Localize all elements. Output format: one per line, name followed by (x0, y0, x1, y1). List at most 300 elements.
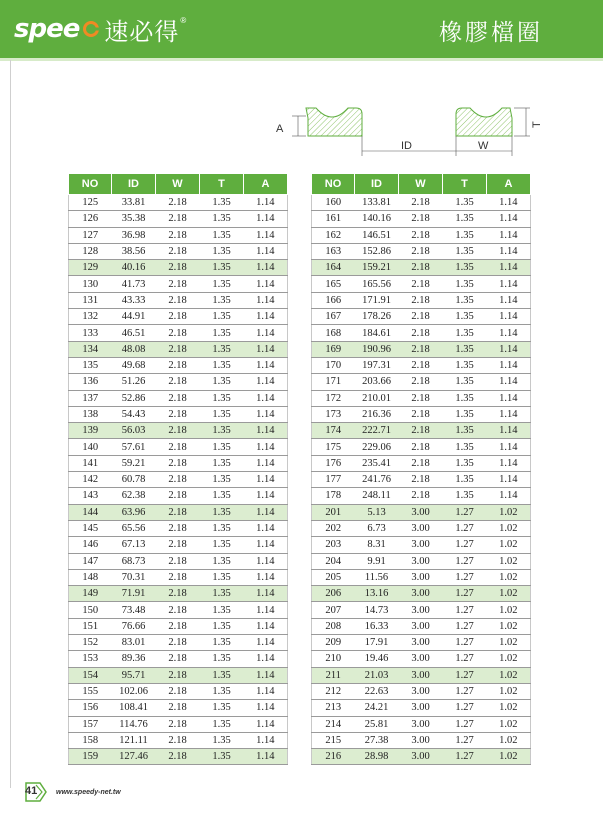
cell-w: 3.00 (399, 520, 443, 536)
cell-w: 2.18 (399, 374, 443, 390)
cell-t: 1.27 (443, 586, 487, 602)
cell-id: 159.21 (355, 260, 399, 276)
cell-t: 1.27 (443, 635, 487, 651)
cell-no: 165 (312, 276, 355, 292)
cell-w: 3.00 (399, 569, 443, 585)
table-row (69, 635, 288, 651)
cell-t: 1.27 (443, 716, 487, 732)
cell-id: 27.38 (355, 732, 399, 748)
table-header-row (312, 174, 531, 195)
cell-w: 3.00 (399, 683, 443, 699)
cell-w: 2.18 (156, 749, 200, 765)
cell-no: 166 (312, 292, 355, 308)
spec-table-right (311, 173, 531, 765)
cell-id: 21.03 (355, 667, 399, 683)
cell-w: 2.18 (156, 586, 200, 602)
cell-id: 43.33 (112, 292, 156, 308)
cell-no: 154 (69, 667, 112, 683)
cell-t: 1.35 (200, 309, 244, 325)
cell-no: 133 (69, 325, 112, 341)
spec-table-left (68, 173, 288, 765)
cell-id: 16.33 (355, 618, 399, 634)
table-row (69, 374, 288, 390)
cell-t: 1.35 (443, 195, 487, 211)
table-row (69, 309, 288, 325)
cell-no: 203 (312, 537, 355, 553)
cell-a: 1.02 (487, 667, 531, 683)
table-row (312, 227, 531, 243)
cell-a: 1.14 (487, 292, 531, 308)
cell-t: 1.35 (443, 341, 487, 357)
cell-a: 1.14 (244, 390, 288, 406)
cell-id: 73.48 (112, 602, 156, 618)
cell-id: 14.73 (355, 602, 399, 618)
cell-t: 1.35 (443, 390, 487, 406)
cell-id: 48.08 (112, 341, 156, 357)
cell-a: 1.02 (487, 537, 531, 553)
cell-no: 126 (69, 211, 112, 227)
cell-a: 1.14 (487, 276, 531, 292)
brand-ring-icon (82, 20, 100, 38)
cell-w: 2.18 (156, 488, 200, 504)
cell-id: 76.66 (112, 618, 156, 634)
cell-no: 211 (312, 667, 355, 683)
cell-w: 2.18 (399, 227, 443, 243)
cell-w: 2.18 (156, 472, 200, 488)
cell-w: 2.18 (156, 374, 200, 390)
cell-a: 1.14 (487, 423, 531, 439)
cell-id: 9.91 (355, 553, 399, 569)
table-row (312, 406, 531, 422)
cell-id: 229.06 (355, 439, 399, 455)
cell-w: 2.18 (399, 439, 443, 455)
cell-id: 146.51 (355, 227, 399, 243)
table-row (312, 537, 531, 553)
table-row (69, 195, 288, 211)
cell-t: 1.35 (200, 357, 244, 373)
table-row (312, 211, 531, 227)
page-footer (22, 778, 121, 806)
cell-w: 3.00 (399, 553, 443, 569)
footer-website-url[interactable]: www.speedy-net.tw (56, 788, 121, 796)
cell-no: 150 (69, 602, 112, 618)
cell-t: 1.35 (200, 243, 244, 259)
page-title: 橡膠檔圈 (439, 20, 543, 46)
cell-a: 1.14 (487, 406, 531, 422)
cell-w: 2.18 (399, 423, 443, 439)
right-profile-shape (456, 108, 512, 136)
cell-t: 1.35 (443, 309, 487, 325)
cell-w: 2.18 (399, 309, 443, 325)
cell-no: 128 (69, 243, 112, 259)
cell-a: 1.14 (244, 472, 288, 488)
cell-no: 145 (69, 520, 112, 536)
cell-t: 1.35 (443, 374, 487, 390)
cell-no: 127 (69, 227, 112, 243)
cell-a: 1.14 (244, 667, 288, 683)
page-number-badge (22, 779, 48, 805)
cell-no: 175 (312, 439, 355, 455)
cell-id: 114.76 (112, 716, 156, 732)
page-header (0, 0, 603, 58)
cell-t: 1.35 (200, 732, 244, 748)
cell-w: 3.00 (399, 618, 443, 634)
cell-w: 2.18 (399, 260, 443, 276)
cell-id: 13.16 (355, 586, 399, 602)
cell-w: 2.18 (399, 276, 443, 292)
cell-t: 1.35 (200, 325, 244, 341)
cell-w: 2.18 (156, 569, 200, 585)
cell-t: 1.35 (443, 325, 487, 341)
cell-a: 1.14 (244, 716, 288, 732)
cell-id: 83.01 (112, 635, 156, 651)
cell-t: 1.35 (200, 374, 244, 390)
cell-w: 2.18 (156, 390, 200, 406)
cell-t: 1.35 (200, 406, 244, 422)
cell-no: 209 (312, 635, 355, 651)
cell-a: 1.14 (244, 635, 288, 651)
cell-t: 1.35 (200, 569, 244, 585)
cell-id: 248.11 (355, 488, 399, 504)
cell-w: 3.00 (399, 537, 443, 553)
cell-t: 1.35 (200, 667, 244, 683)
table-header-row (69, 174, 288, 195)
cell-id: 41.73 (112, 276, 156, 292)
table-row (69, 243, 288, 259)
cell-id: 6.73 (355, 520, 399, 536)
cell-id: 46.51 (112, 325, 156, 341)
cell-no: 153 (69, 651, 112, 667)
cell-a: 1.14 (487, 374, 531, 390)
cell-a: 1.14 (244, 325, 288, 341)
header-w: W (156, 174, 200, 195)
cell-t: 1.35 (443, 227, 487, 243)
cell-w: 2.18 (156, 700, 200, 716)
cell-t: 1.35 (200, 602, 244, 618)
cell-no: 169 (312, 341, 355, 357)
table-row (312, 504, 531, 520)
cell-w: 2.18 (156, 439, 200, 455)
table-row (69, 406, 288, 422)
table-row (69, 260, 288, 276)
cell-no: 213 (312, 700, 355, 716)
table-row (312, 472, 531, 488)
cell-a: 1.14 (487, 227, 531, 243)
cell-id: 241.76 (355, 472, 399, 488)
cell-w: 3.00 (399, 651, 443, 667)
cell-no: 146 (69, 537, 112, 553)
cell-id: 235.41 (355, 455, 399, 471)
cell-a: 1.14 (244, 341, 288, 357)
cell-a: 1.14 (487, 341, 531, 357)
table-row (69, 292, 288, 308)
cell-a: 1.14 (487, 309, 531, 325)
cell-t: 1.35 (200, 749, 244, 765)
table-row (69, 341, 288, 357)
cell-a: 1.14 (244, 260, 288, 276)
cell-a: 1.02 (487, 569, 531, 585)
cell-id: 36.98 (112, 227, 156, 243)
table-row (312, 439, 531, 455)
cell-a: 1.14 (244, 537, 288, 553)
cell-a: 1.14 (244, 749, 288, 765)
table-row (312, 276, 531, 292)
cell-no: 176 (312, 455, 355, 471)
cell-w: 2.18 (156, 602, 200, 618)
cell-id: 8.31 (355, 537, 399, 553)
cell-w: 2.18 (156, 309, 200, 325)
table-row (312, 651, 531, 667)
cell-id: 11.56 (355, 569, 399, 585)
cell-no: 157 (69, 716, 112, 732)
cell-w: 2.18 (399, 406, 443, 422)
dim-label-t: T (531, 121, 543, 128)
cell-t: 1.27 (443, 651, 487, 667)
cell-w: 3.00 (399, 635, 443, 651)
cell-no: 130 (69, 276, 112, 292)
table-row (312, 749, 531, 765)
cell-no: 206 (312, 586, 355, 602)
header-a: A (244, 174, 288, 195)
cell-id: 24.21 (355, 700, 399, 716)
table-row (312, 243, 531, 259)
cell-no: 143 (69, 488, 112, 504)
cell-no: 174 (312, 423, 355, 439)
cell-a: 1.14 (244, 243, 288, 259)
cell-t: 1.35 (200, 651, 244, 667)
cell-no: 202 (312, 520, 355, 536)
cell-no: 148 (69, 569, 112, 585)
table-row (69, 472, 288, 488)
table-row (69, 602, 288, 618)
table-row (69, 569, 288, 585)
left-profile-shape (306, 108, 362, 136)
cell-no: 178 (312, 488, 355, 504)
cell-a: 1.14 (244, 618, 288, 634)
cell-t: 1.35 (200, 292, 244, 308)
cell-a: 1.14 (244, 520, 288, 536)
cell-t: 1.27 (443, 504, 487, 520)
table-row (69, 683, 288, 699)
cell-no: 208 (312, 618, 355, 634)
cell-w: 3.00 (399, 504, 443, 520)
cell-w: 2.18 (156, 732, 200, 748)
cell-w: 2.18 (399, 325, 443, 341)
cell-no: 131 (69, 292, 112, 308)
cell-a: 1.02 (487, 553, 531, 569)
cell-no: 207 (312, 602, 355, 618)
cell-id: 165.56 (355, 276, 399, 292)
cell-a: 1.14 (244, 211, 288, 227)
cell-t: 1.27 (443, 749, 487, 765)
cell-a: 1.14 (487, 211, 531, 227)
cell-id: 56.03 (112, 423, 156, 439)
cell-a: 1.14 (244, 309, 288, 325)
cell-t: 1.27 (443, 553, 487, 569)
cell-a: 1.14 (244, 455, 288, 471)
header-a: A (487, 174, 531, 195)
cell-id: 5.13 (355, 504, 399, 520)
cell-t: 1.35 (200, 635, 244, 651)
cell-t: 1.27 (443, 537, 487, 553)
cell-no: 139 (69, 423, 112, 439)
table-body-right (312, 195, 531, 765)
table-row (69, 732, 288, 748)
cell-a: 1.14 (244, 732, 288, 748)
cell-id: 25.81 (355, 716, 399, 732)
cell-no: 160 (312, 195, 355, 211)
cell-t: 1.35 (443, 211, 487, 227)
cell-w: 2.18 (156, 504, 200, 520)
cell-w: 2.18 (399, 292, 443, 308)
cell-w: 3.00 (399, 716, 443, 732)
cell-a: 1.14 (487, 390, 531, 406)
cell-t: 1.35 (200, 472, 244, 488)
cell-w: 2.18 (156, 520, 200, 536)
cell-no: 161 (312, 211, 355, 227)
cell-w: 3.00 (399, 700, 443, 716)
table-row (312, 260, 531, 276)
table-row (312, 423, 531, 439)
cell-no: 216 (312, 749, 355, 765)
cell-w: 2.18 (399, 488, 443, 504)
header-w: W (399, 174, 443, 195)
cell-id: 65.56 (112, 520, 156, 536)
cell-id: 40.16 (112, 260, 156, 276)
cell-id: 57.61 (112, 439, 156, 455)
dim-label-a: A (276, 123, 284, 135)
table-row (69, 520, 288, 536)
cell-no: 144 (69, 504, 112, 520)
cell-a: 1.02 (487, 651, 531, 667)
cell-id: 133.81 (355, 195, 399, 211)
table-row (312, 683, 531, 699)
table-row (312, 325, 531, 341)
cell-id: 70.31 (112, 569, 156, 585)
cell-id: 67.13 (112, 537, 156, 553)
cell-a: 1.14 (487, 455, 531, 471)
cell-w: 2.18 (156, 211, 200, 227)
cell-a: 1.14 (244, 439, 288, 455)
cell-id: 222.71 (355, 423, 399, 439)
table-row (69, 667, 288, 683)
cell-a: 1.02 (487, 504, 531, 520)
cell-a: 1.14 (487, 325, 531, 341)
table-row (69, 325, 288, 341)
cell-a: 1.14 (244, 553, 288, 569)
table-row (69, 504, 288, 520)
cell-a: 1.02 (487, 683, 531, 699)
table-row (69, 749, 288, 765)
cell-t: 1.35 (443, 260, 487, 276)
cell-a: 1.14 (244, 504, 288, 520)
table-row (312, 309, 531, 325)
cell-id: 60.78 (112, 472, 156, 488)
table-row (69, 618, 288, 634)
cell-id: 35.38 (112, 211, 156, 227)
cell-w: 2.18 (156, 357, 200, 373)
cell-no: 156 (69, 700, 112, 716)
table-row (312, 732, 531, 748)
cell-w: 2.18 (399, 211, 443, 227)
table-row (312, 635, 531, 651)
cell-w: 2.18 (156, 243, 200, 259)
cell-w: 2.18 (399, 243, 443, 259)
cell-id: 197.31 (355, 357, 399, 373)
cell-id: 59.21 (112, 455, 156, 471)
cell-a: 1.14 (244, 488, 288, 504)
cell-a: 1.02 (487, 586, 531, 602)
header-t: T (443, 174, 487, 195)
cell-id: 28.98 (355, 749, 399, 765)
table-body-left (69, 195, 288, 765)
cell-a: 1.14 (244, 406, 288, 422)
cell-t: 1.35 (200, 586, 244, 602)
cell-t: 1.35 (443, 243, 487, 259)
table-row (312, 390, 531, 406)
cell-t: 1.35 (200, 195, 244, 211)
cell-no: 159 (69, 749, 112, 765)
cell-t: 1.35 (443, 292, 487, 308)
table-row (69, 276, 288, 292)
cell-w: 2.18 (156, 651, 200, 667)
cell-w: 3.00 (399, 667, 443, 683)
table-row (69, 390, 288, 406)
cell-no: 167 (312, 309, 355, 325)
cell-t: 1.35 (200, 683, 244, 699)
cell-no: 125 (69, 195, 112, 211)
cell-a: 1.14 (244, 423, 288, 439)
cell-w: 3.00 (399, 732, 443, 748)
cell-a: 1.14 (487, 260, 531, 276)
cell-w: 2.18 (156, 341, 200, 357)
cell-no: 142 (69, 472, 112, 488)
cell-no: 210 (312, 651, 355, 667)
table-row (312, 374, 531, 390)
cell-no: 147 (69, 553, 112, 569)
cell-no: 204 (312, 553, 355, 569)
page-number: 41 (25, 785, 38, 797)
header-id: ID (112, 174, 156, 195)
cell-a: 1.14 (487, 472, 531, 488)
cell-no: 172 (312, 390, 355, 406)
table-row (312, 455, 531, 471)
cell-w: 2.18 (156, 406, 200, 422)
cell-w: 3.00 (399, 586, 443, 602)
table-row (69, 651, 288, 667)
cell-no: 138 (69, 406, 112, 422)
cell-t: 1.35 (200, 716, 244, 732)
dim-label-w: W (478, 140, 489, 152)
cell-no: 162 (312, 227, 355, 243)
cell-a: 1.14 (244, 602, 288, 618)
cell-a: 1.14 (244, 569, 288, 585)
cell-t: 1.35 (200, 423, 244, 439)
cell-id: 203.66 (355, 374, 399, 390)
cell-id: 17.91 (355, 635, 399, 651)
cell-no: 149 (69, 586, 112, 602)
cell-no: 164 (312, 260, 355, 276)
cell-w: 2.18 (156, 716, 200, 732)
cell-t: 1.35 (443, 357, 487, 373)
cell-a: 1.14 (487, 439, 531, 455)
cell-no: 132 (69, 309, 112, 325)
cell-no: 129 (69, 260, 112, 276)
cell-w: 3.00 (399, 602, 443, 618)
cell-w: 2.18 (156, 260, 200, 276)
table-row (312, 618, 531, 634)
table-row (69, 553, 288, 569)
